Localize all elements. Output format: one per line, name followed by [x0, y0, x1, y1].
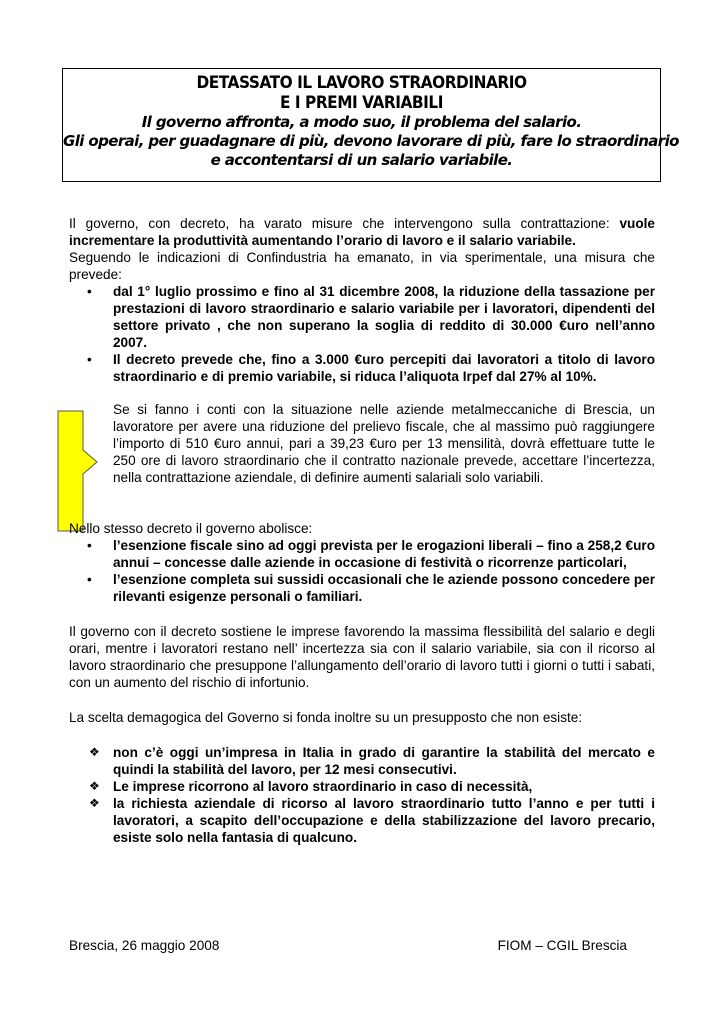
flexibility-paragraph: Il governo con il decreto sostiene le imprese favorendo la massima flessibilità del salario e degli orari, mentre i lavoratori restano nell’ incertezza sia con il salario variabile, sia con il ricorso al lavoro straordinario che presuppone l’allungamento dell’orario di lavoro tutti i giorni o tutti i sabati, con un aumento del rischio di infortunio.: [69, 624, 655, 690]
list-item: [69, 795, 655, 846]
demagogic-paragraph: La scelta demagogica del Governo si fonda inoltre su un presupposto che non esiste:: [69, 710, 583, 725]
list-item: [69, 283, 655, 351]
title-box: [62, 68, 679, 182]
list-item: [69, 778, 655, 795]
measure-text: Il decreto prevede che, fino a 3.000 €uro percepiti dai lavoratori a titolo di lavoro straordinario e di premio variabile, si riduca l’aliquota Irpef dal 27% al 10%.: [113, 352, 655, 384]
title-line-2: E I PREMI VARIABILI: [280, 93, 443, 112]
subtitle-line-3: e accontentarsi di un salario variabile.: [210, 151, 513, 169]
list-item: [69, 351, 655, 385]
abolishes-list: [69, 537, 655, 605]
diamond-bullet-icon: ❖: [89, 779, 100, 793]
confindustria-paragraph: Seguendo le indicazioni di Confindustria ha emanato, in via sperimentale, una misura che prevede:: [69, 250, 655, 282]
intro-text: Il governo, con decreto, ha varato misure che intervengono sulla contrattazione:: [69, 216, 620, 231]
list-item: [69, 571, 655, 605]
abolish-text: l’esenzione completa sui sussidi occasionali che le aziende possono concedere per rilevanti esigenze personali o familiari.: [113, 572, 655, 604]
bullet-icon: •: [87, 538, 92, 553]
bullet-icon: •: [87, 352, 92, 367]
footer: [69, 938, 627, 953]
abolishes-intro: Nello stesso decreto il governo abolisce:: [69, 521, 313, 536]
list-item: [69, 537, 655, 571]
document-body: [69, 215, 655, 846]
diamond-bullet-icon: ❖: [89, 796, 100, 810]
list-item: [69, 744, 655, 778]
claim-text: Le imprese ricorrono al lavoro straordinario in caso di necessità,: [113, 779, 533, 794]
abolish-text: l’esenzione fiscale sino ad oggi prevista per le erogazioni liberali – fino a 258,2 €uro annui – concesse dalle aziende in occasione di festività o ricorrenze particolari,: [113, 538, 655, 570]
measures-list: [69, 283, 655, 385]
footer-signature: FIOM – CGIL Brescia: [497, 938, 627, 953]
intro-bold-text: vuole incrementare la produttività aumentando l’orario di lavoro e il salario variabile.: [69, 216, 655, 248]
brescia-note: Se si fanno i conti con la situazione nelle aziende metalmeccaniche di Brescia, un lavoratore per avere una riduzione del prelievo fiscale, che al massimo può raggiungere l’importo di 510 €uro annui, pari a 39,23 €uro per 13 mensilità, dovrà effettuare tutte le 250 ore di lavoro straordinario che il contratto nazionale prevede, accettare l’incertezza, nella contrattazione aziendale, di definire aumenti salariali solo variabili.: [113, 402, 655, 485]
bullet-icon: •: [87, 572, 92, 587]
footer-place-date: Brescia, 26 maggio 2008: [69, 938, 220, 953]
measure-text: dal 1° luglio prossimo e fino al 31 dicembre 2008, la riduzione della tassazione per prestazioni di lavoro straordinario e salario variabile per i lavoratori, dipendenti del settore privato , che non superano la soglia di reddito di 30.000 €uro nell’anno 2007.: [113, 284, 655, 350]
claim-text: non c’è oggi un’impresa in Italia in grado di garantire la stabilità del mercato e quindi la stabilità del lavoro, per 12 mesi consecutivi.: [113, 745, 655, 777]
claim-text: la richiesta aziendale di ricorso al lavoro straordinario tutto l’anno e per tutti i lavoratori, a scapito dell’occupazione e della stabilizzazione del lavoro precario, esiste solo nella fantasia di qualcuno.: [113, 796, 655, 845]
title-line-1: DETASSATO IL LAVORO STRAORDINARIO: [196, 73, 527, 92]
bullet-icon: •: [87, 284, 92, 299]
subtitle-line-1: Il governo affronta, a modo suo, il problema del salario.: [141, 113, 582, 131]
subtitle-line-2: Gli operai, per guadagnare di più, devono lavorare di più, fare lo straordinario: [63, 132, 679, 150]
diamond-bullet-icon: ❖: [89, 745, 100, 759]
intro-paragraph: [69, 215, 655, 249]
claims-list: [69, 744, 655, 846]
